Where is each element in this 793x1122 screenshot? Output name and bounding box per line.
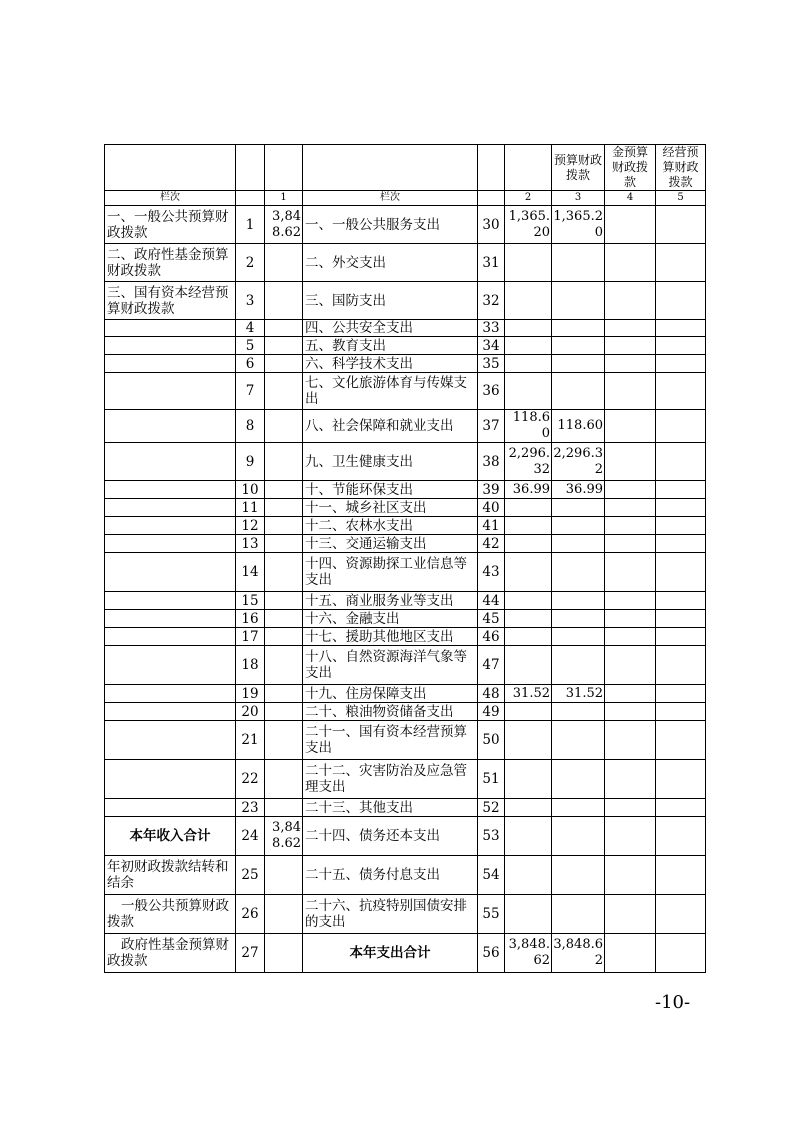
- expense-general-budget-amount: [552, 337, 605, 355]
- income-item-label: [105, 628, 236, 646]
- expense-fund-budget-amount: [605, 282, 656, 320]
- expense-fund-budget-amount: [605, 610, 656, 628]
- expense-fund-budget-amount: [605, 535, 656, 553]
- expense-general-budget-amount: [552, 895, 605, 934]
- expense-line-number: 34: [478, 337, 505, 355]
- expense-capital-budget-amount: [656, 856, 706, 895]
- income-line-number: 21: [236, 721, 265, 760]
- income-item-label: [105, 799, 236, 817]
- index-right-label: 栏次: [303, 191, 478, 206]
- income-amount: [265, 517, 303, 535]
- expense-general-budget-amount: [552, 244, 605, 282]
- income-amount: [265, 856, 303, 895]
- expense-general-budget-amount: [552, 610, 605, 628]
- table-row: [105, 646, 706, 685]
- table-row: [105, 481, 706, 499]
- expense-item-label: 二十、粮油物资储备支出: [303, 703, 478, 721]
- expense-total-amount: [505, 373, 552, 410]
- table-row: [105, 628, 706, 646]
- table-row: [105, 799, 706, 817]
- expense-total-amount: [505, 703, 552, 721]
- expense-line-number: 51: [478, 760, 505, 799]
- expense-capital-budget-amount: [656, 685, 706, 703]
- table-row: [105, 721, 706, 760]
- expense-general-budget-amount: [552, 817, 605, 856]
- expense-item-label: 九、卫生健康支出: [303, 443, 478, 481]
- income-line-number: 3: [236, 282, 265, 320]
- expense-line-number: 32: [478, 282, 505, 320]
- expense-item-label: 二十三、其他支出: [303, 799, 478, 817]
- income-line-number: 1: [236, 206, 265, 244]
- expense-total-amount: 3,848.62: [505, 934, 552, 973]
- income-line-number: 11: [236, 499, 265, 517]
- expense-line-number: 40: [478, 499, 505, 517]
- expense-general-budget-amount: [552, 282, 605, 320]
- expense-line-number: 47: [478, 646, 505, 685]
- expense-item-label: 十八、自然资源海洋气象等支出: [303, 646, 478, 685]
- expense-total-amount: [505, 799, 552, 817]
- expense-line-number: 36: [478, 373, 505, 410]
- expense-general-budget-amount: 118.60: [552, 410, 605, 443]
- expense-item-label: 六、科学技术支出: [303, 355, 478, 373]
- income-amount: [265, 320, 303, 337]
- expense-item-label: 四、公共安全支出: [303, 320, 478, 337]
- table-row: [105, 760, 706, 799]
- expense-capital-budget-amount: [656, 760, 706, 799]
- table-row: [105, 610, 706, 628]
- table-row: [105, 320, 706, 337]
- income-line-number: 26: [236, 895, 265, 934]
- expense-fund-budget-amount: [605, 934, 656, 973]
- expense-item-label: 二、外交支出: [303, 244, 478, 282]
- income-line-number: 6: [236, 355, 265, 373]
- income-line-number: 13: [236, 535, 265, 553]
- income-amount: [265, 895, 303, 934]
- expense-general-budget-amount: [552, 499, 605, 517]
- income-amount: [265, 628, 303, 646]
- table-row: [105, 856, 706, 895]
- expense-general-budget-amount: 2,296.32: [552, 443, 605, 481]
- expense-general-budget-amount: 3,848.62: [552, 934, 605, 973]
- income-line-number: 22: [236, 760, 265, 799]
- expense-capital-budget-amount: [656, 535, 706, 553]
- expense-total-amount: 36.99: [505, 481, 552, 499]
- income-amount: [265, 481, 303, 499]
- index-col4: 4: [605, 191, 656, 206]
- expense-fund-budget-amount: [605, 244, 656, 282]
- expense-line-number: 33: [478, 320, 505, 337]
- expense-line-number: 52: [478, 799, 505, 817]
- header-blank: [303, 145, 478, 191]
- expense-capital-budget-amount: [656, 799, 706, 817]
- expense-line-number: 30: [478, 206, 505, 244]
- expense-line-number: 44: [478, 592, 505, 610]
- expense-capital-budget-amount: [656, 206, 706, 244]
- expense-capital-budget-amount: [656, 895, 706, 934]
- table-row: [105, 553, 706, 592]
- expense-item-label: 一、一般公共服务支出: [303, 206, 478, 244]
- expense-general-budget-amount: [552, 373, 605, 410]
- expense-fund-budget-amount: [605, 592, 656, 610]
- expense-line-number: 49: [478, 703, 505, 721]
- expense-fund-budget-amount: [605, 721, 656, 760]
- expense-line-number: 46: [478, 628, 505, 646]
- page-number: -10-: [655, 992, 691, 1013]
- income-item-label: [105, 499, 236, 517]
- index-col2: 2: [505, 191, 552, 206]
- expense-total-amount: [505, 244, 552, 282]
- income-amount: [265, 799, 303, 817]
- expense-line-number: 53: [478, 817, 505, 856]
- expense-fund-budget-amount: [605, 799, 656, 817]
- expense-total-amount: [505, 355, 552, 373]
- expense-general-budget-amount: [552, 760, 605, 799]
- income-amount: [265, 610, 303, 628]
- income-line-number: 18: [236, 646, 265, 685]
- expense-total-amount: [505, 610, 552, 628]
- income-line-number: 23: [236, 799, 265, 817]
- table-row: [105, 934, 706, 973]
- index-col5: 5: [656, 191, 706, 206]
- expense-capital-budget-amount: [656, 703, 706, 721]
- expense-general-budget-amount: 1,365.20: [552, 206, 605, 244]
- expense-line-number: 35: [478, 355, 505, 373]
- table-row: [105, 282, 706, 320]
- expense-line-number: 50: [478, 721, 505, 760]
- income-amount: [265, 592, 303, 610]
- header-blank: [505, 145, 552, 191]
- expense-item-label: 十二、农林水支出: [303, 517, 478, 535]
- expense-fund-budget-amount: [605, 410, 656, 443]
- expense-total-amount: [505, 282, 552, 320]
- income-amount: [265, 282, 303, 320]
- income-line-number: 17: [236, 628, 265, 646]
- expense-capital-budget-amount: [656, 721, 706, 760]
- index-blank: [236, 191, 265, 206]
- income-item-label: [105, 685, 236, 703]
- income-amount: [265, 760, 303, 799]
- income-amount: [265, 244, 303, 282]
- expense-total-amount: [505, 517, 552, 535]
- expense-fund-budget-amount: [605, 553, 656, 592]
- income-item-label: 本年收入合计: [105, 817, 236, 856]
- expense-total-amount: [505, 646, 552, 685]
- expense-total-amount: [505, 856, 552, 895]
- expense-capital-budget-amount: [656, 481, 706, 499]
- header-row: [105, 145, 706, 191]
- table-row: [105, 703, 706, 721]
- expense-total-amount: [505, 535, 552, 553]
- expense-total-amount: 31.52: [505, 685, 552, 703]
- budget-table: [104, 144, 706, 973]
- expense-general-budget-amount: [552, 703, 605, 721]
- income-line-number: 15: [236, 592, 265, 610]
- expense-total-amount: [505, 320, 552, 337]
- expense-fund-budget-amount: [605, 703, 656, 721]
- table-row: [105, 206, 706, 244]
- expense-item-label: 十五、商业服务业等支出: [303, 592, 478, 610]
- expense-line-number: 37: [478, 410, 505, 443]
- expense-total-amount: [505, 760, 552, 799]
- expense-item-label: 十七、援助其他地区支出: [303, 628, 478, 646]
- income-amount: [265, 934, 303, 973]
- income-item-label: 年初财政拨款结转和结余: [105, 856, 236, 895]
- expense-fund-budget-amount: [605, 443, 656, 481]
- expense-fund-budget-amount: [605, 355, 656, 373]
- table-row: [105, 592, 706, 610]
- expense-total-amount: 1,365.20: [505, 206, 552, 244]
- header-blank: [478, 145, 505, 191]
- expense-general-budget-amount: [552, 646, 605, 685]
- header-blank: [236, 145, 265, 191]
- table-row: [105, 895, 706, 934]
- expense-general-budget-amount: [552, 856, 605, 895]
- income-amount: 3,848.62: [265, 206, 303, 244]
- expense-item-label: 十六、金融支出: [303, 610, 478, 628]
- table-row: [105, 535, 706, 553]
- expense-fund-budget-amount: [605, 499, 656, 517]
- income-item-label: [105, 355, 236, 373]
- expense-general-budget-amount: [552, 592, 605, 610]
- expense-total-amount: [505, 817, 552, 856]
- expense-capital-budget-amount: [656, 592, 706, 610]
- expense-item-label: 十三、交通运输支出: [303, 535, 478, 553]
- table-row: [105, 410, 706, 443]
- income-item-label: 二、政府性基金预算财政拨款: [105, 244, 236, 282]
- index-left-label: 栏次: [105, 191, 236, 206]
- expense-total-amount: [505, 499, 552, 517]
- income-item-label: [105, 721, 236, 760]
- expense-line-number: 42: [478, 535, 505, 553]
- expense-general-budget-amount: 31.52: [552, 685, 605, 703]
- income-line-number: 2: [236, 244, 265, 282]
- expense-item-label: 五、教育支出: [303, 337, 478, 355]
- header-col3-label: 预算财政拨款: [552, 145, 605, 191]
- income-item-label: [105, 760, 236, 799]
- income-line-number: 4: [236, 320, 265, 337]
- expense-total-amount: [505, 337, 552, 355]
- table-row: [105, 817, 706, 856]
- expense-item-label: 十四、资源勘探工业信息等支出: [303, 553, 478, 592]
- expense-fund-budget-amount: [605, 337, 656, 355]
- income-amount: [265, 337, 303, 355]
- income-amount: [265, 703, 303, 721]
- expense-item-label: 十一、城乡社区支出: [303, 499, 478, 517]
- expense-item-label: 三、国防支出: [303, 282, 478, 320]
- index-row: [105, 191, 706, 206]
- expense-item-label: 二十四、债务还本支出: [303, 817, 478, 856]
- expense-fund-budget-amount: [605, 320, 656, 337]
- income-item-label: [105, 337, 236, 355]
- income-amount: [265, 443, 303, 481]
- expense-capital-budget-amount: [656, 628, 706, 646]
- index-col3: 3: [552, 191, 605, 206]
- expense-line-number: 43: [478, 553, 505, 592]
- expense-line-number: 54: [478, 856, 505, 895]
- income-item-label: 一、一般公共预算财政拨款: [105, 206, 236, 244]
- table-row: [105, 499, 706, 517]
- expense-capital-budget-amount: [656, 443, 706, 481]
- expense-capital-budget-amount: [656, 499, 706, 517]
- income-item-label: [105, 535, 236, 553]
- table-row: [105, 685, 706, 703]
- income-item-label: [105, 320, 236, 337]
- income-item-label: [105, 646, 236, 685]
- expense-capital-budget-amount: [656, 817, 706, 856]
- expense-capital-budget-amount: [656, 320, 706, 337]
- income-item-label: [105, 703, 236, 721]
- expense-capital-budget-amount: [656, 282, 706, 320]
- expense-item-label: 二十一、国有资本经营预算支出: [303, 721, 478, 760]
- expense-general-budget-amount: [552, 535, 605, 553]
- income-amount: [265, 373, 303, 410]
- income-amount: [265, 721, 303, 760]
- expense-total-amount: [505, 553, 552, 592]
- expense-total-amount: [505, 592, 552, 610]
- expense-total-amount: [505, 895, 552, 934]
- income-line-number: 9: [236, 443, 265, 481]
- expense-fund-budget-amount: [605, 895, 656, 934]
- header-blank-left: [105, 145, 236, 191]
- income-line-number: 16: [236, 610, 265, 628]
- expense-item-label: 十九、住房保障支出: [303, 685, 478, 703]
- income-line-number: 14: [236, 553, 265, 592]
- income-line-number: 24: [236, 817, 265, 856]
- income-line-number: 5: [236, 337, 265, 355]
- expense-total-amount: 2,296.32: [505, 443, 552, 481]
- expense-general-budget-amount: 36.99: [552, 481, 605, 499]
- expense-fund-budget-amount: [605, 817, 656, 856]
- expense-general-budget-amount: [552, 553, 605, 592]
- income-amount: [265, 410, 303, 443]
- expense-fund-budget-amount: [605, 373, 656, 410]
- expense-fund-budget-amount: [605, 206, 656, 244]
- expense-general-budget-amount: [552, 517, 605, 535]
- expense-capital-budget-amount: [656, 410, 706, 443]
- table-row: [105, 517, 706, 535]
- expense-line-number: 31: [478, 244, 505, 282]
- expense-total-amount: [505, 628, 552, 646]
- expense-total-amount: 118.60: [505, 410, 552, 443]
- expense-line-number: 38: [478, 443, 505, 481]
- income-line-number: 12: [236, 517, 265, 535]
- income-amount: [265, 553, 303, 592]
- header-blank: [265, 145, 303, 191]
- income-item-label: [105, 553, 236, 592]
- income-line-number: 25: [236, 856, 265, 895]
- expense-line-number: 39: [478, 481, 505, 499]
- expense-line-number: 48: [478, 685, 505, 703]
- expense-capital-budget-amount: [656, 517, 706, 535]
- expense-general-budget-amount: [552, 320, 605, 337]
- expense-general-budget-amount: [552, 799, 605, 817]
- expense-general-budget-amount: [552, 721, 605, 760]
- expense-capital-budget-amount: [656, 934, 706, 973]
- expense-line-number: 56: [478, 934, 505, 973]
- expense-capital-budget-amount: [656, 373, 706, 410]
- income-item-label: 一般公共预算财政拨款: [105, 895, 236, 934]
- expense-capital-budget-amount: [656, 337, 706, 355]
- expense-capital-budget-amount: [656, 646, 706, 685]
- expense-item-label: 二十二、灾害防治及应急管理支出: [303, 760, 478, 799]
- income-amount: [265, 646, 303, 685]
- income-item-label: [105, 517, 236, 535]
- expense-item-label: 八、社会保障和就业支出: [303, 410, 478, 443]
- expense-total-amount: [505, 721, 552, 760]
- expense-fund-budget-amount: [605, 856, 656, 895]
- income-amount: [265, 499, 303, 517]
- expense-item-label: 七、文化旅游体育与传媒支出: [303, 373, 478, 410]
- income-line-number: 10: [236, 481, 265, 499]
- table-row: [105, 443, 706, 481]
- expense-fund-budget-amount: [605, 628, 656, 646]
- header-col4-label: 金预算财政拨款: [605, 145, 656, 191]
- income-amount: [265, 685, 303, 703]
- expense-line-number: 55: [478, 895, 505, 934]
- table-row: [105, 244, 706, 282]
- income-line-number: 7: [236, 373, 265, 410]
- expense-capital-budget-amount: [656, 355, 706, 373]
- expense-line-number: 45: [478, 610, 505, 628]
- table-row: [105, 373, 706, 410]
- expense-item-label: 本年支出合计: [303, 934, 478, 973]
- table-row: [105, 337, 706, 355]
- expense-line-number: 41: [478, 517, 505, 535]
- expense-fund-budget-amount: [605, 517, 656, 535]
- expense-fund-budget-amount: [605, 646, 656, 685]
- income-amount: [265, 355, 303, 373]
- expense-general-budget-amount: [552, 355, 605, 373]
- expense-capital-budget-amount: [656, 244, 706, 282]
- income-item-label: [105, 610, 236, 628]
- expense-fund-budget-amount: [605, 685, 656, 703]
- income-amount: 3,848.62: [265, 817, 303, 856]
- income-line-number: 27: [236, 934, 265, 973]
- expense-item-label: 二十五、债务付息支出: [303, 856, 478, 895]
- expense-general-budget-amount: [552, 628, 605, 646]
- income-item-label: [105, 373, 236, 410]
- income-amount: [265, 535, 303, 553]
- income-item-label: [105, 443, 236, 481]
- expense-capital-budget-amount: [656, 553, 706, 592]
- income-item-label: [105, 592, 236, 610]
- table-row: [105, 355, 706, 373]
- income-line-number: 8: [236, 410, 265, 443]
- expense-fund-budget-amount: [605, 481, 656, 499]
- expense-item-label: 十、节能环保支出: [303, 481, 478, 499]
- income-line-number: 20: [236, 703, 265, 721]
- income-line-number: 19: [236, 685, 265, 703]
- header-col5-label: 经营预算财政拨款: [656, 145, 706, 191]
- income-item-label: 政府性基金预算财政拨款: [105, 934, 236, 973]
- income-item-label: [105, 410, 236, 443]
- index-blank: [478, 191, 505, 206]
- income-item-label: [105, 481, 236, 499]
- income-item-label: 三、国有资本经营预算财政拨款: [105, 282, 236, 320]
- expense-capital-budget-amount: [656, 610, 706, 628]
- expense-fund-budget-amount: [605, 760, 656, 799]
- index-col1: 1: [265, 191, 303, 206]
- expense-item-label: 二十六、抗疫特别国债安排的支出: [303, 895, 478, 934]
